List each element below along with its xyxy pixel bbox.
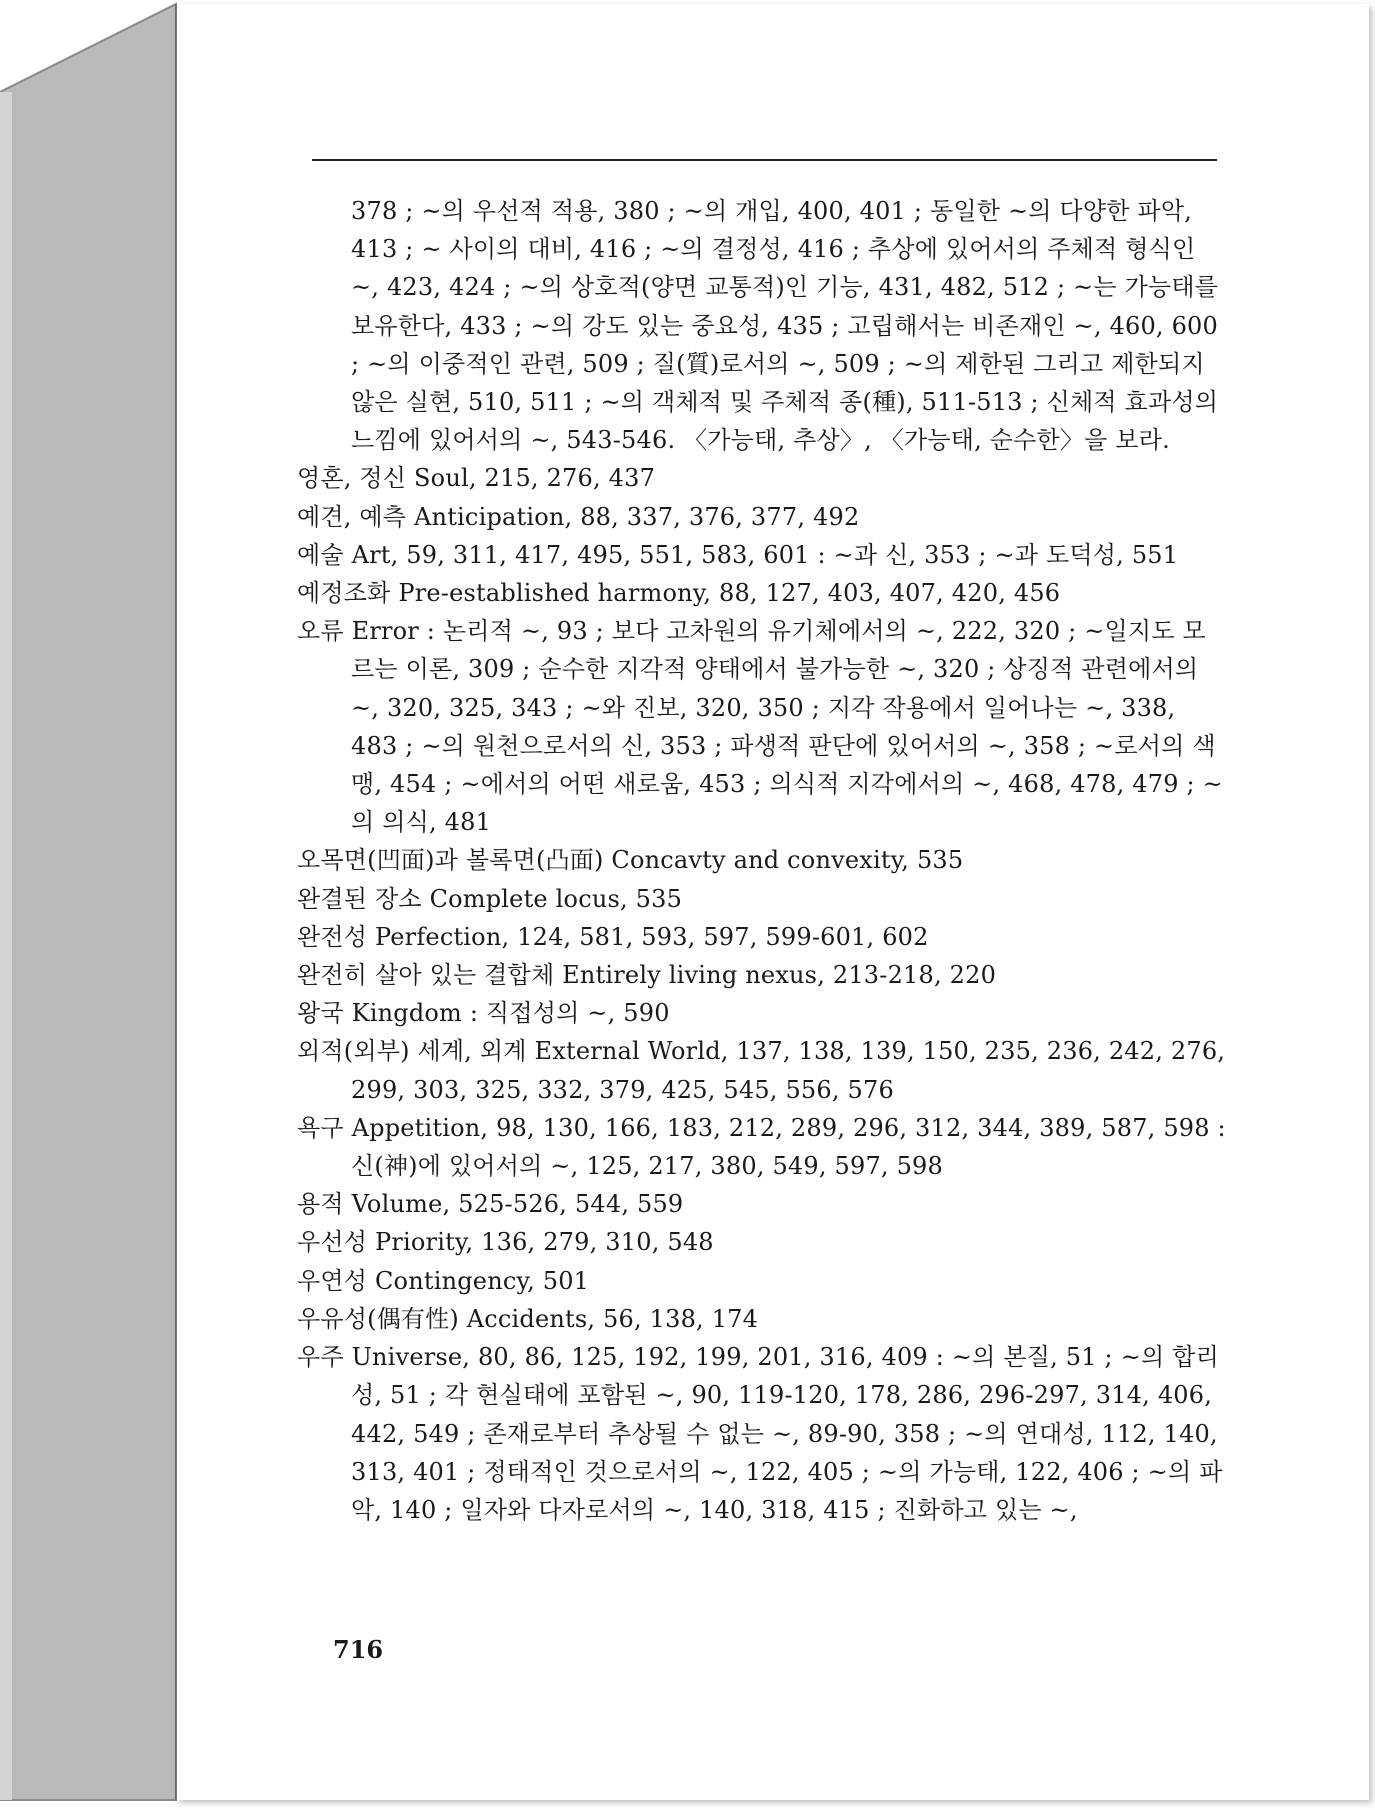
book-spine: [0, 0, 180, 1806]
index-entry: 예견, 예측 Anticipation, 88, 337, 376, 377, 492: [297, 502, 860, 531]
book-page: [176, 4, 1369, 1800]
index-entry: 우유성(偶有性) Accidents, 56, 138, 174: [297, 1304, 759, 1333]
index-entry: 우연성 Contingency, 501: [297, 1266, 590, 1295]
index-entry: 완결된 장소 Complete locus, 535: [297, 884, 683, 913]
index-entry-continued: 378 ; ~의 우선적 적용, 380 ; ~의 개입, 400, 401 ; 동일한 ~의 다양한 파악, 413 ; ~ 사이의 대비, 416 ; ~의 결정성, 416 ; 추상에 있어서의 주체적 형식인 ~, 423, 424 ; ~의 상호적(양면 교통적)인 기능, 431, 482, 512 ; ~는 가능태를 보유한다, 433 ; ~의 강도 있는 중요성, 435 ; 고립해서는 비존재인 ~, 460, 600 ; ~의 이중적인 관련, 509 ; 질(質)로서의 ~, 509 ; ~의 제한된 그리고 제한되지 않은 실현, 510, 511 ; ~의 객체적 및 주체적 종(種), 511-513 ; 신체적 효과성의 느낌에 있어서의 ~, 543-546. 〈가능태, 추상〉, 〈가능태, 순수한〉을 보라.: [351, 197, 1219, 455]
index-entry: 우주 Universe, 80, 86, 125, 192, 199, 201, 316, 409 : ~의 본질, 51 ; ~의 합리성, 51 ; 각 현실태에 포함된 ~, 90, 119-120, 178, 286, 296-297, 314, 406, 442, 549 ; 존재로부터 추상될 수 없는 ~, 89-90, 358 ; ~의 연대성, 112, 140, 313, 401 ; 정태적인 것으로서의 ~, 122, 405 ; ~의 가능태, 122, 406 ; ~의 파악, 140 ; 일자와 다자로서의 ~, 140, 318, 415 ; 진화하고 있는 ~,: [297, 1343, 1223, 1524]
index-entry: 오목면(凹面)과 볼록면(凸面) Concavty and convexity, 535: [297, 846, 964, 875]
index-entry: 용적 Volume, 525-526, 544, 559: [297, 1190, 684, 1219]
index-entry: 완전히 살아 있는 결합체 Entirely living nexus, 213-218, 220: [297, 961, 997, 990]
index-entry: 영혼, 정신 Soul, 215, 276, 437: [297, 464, 656, 493]
index-entry: 욕구 Appetition, 98, 130, 166, 183, 212, 289, 296, 312, 344, 389, 587, 598 : 신(神)에 있어서의 ~, 125, 217, 380, 549, 597, 598: [297, 1113, 1226, 1181]
page-number: 716: [333, 1635, 384, 1664]
index-entry: 예술 Art, 59, 311, 417, 495, 551, 583, 601 : ~과 신, 353 ; ~과 도덕성, 551: [297, 540, 1179, 569]
index-entry: 외적(외부) 세계, 외계 External World, 137, 138, 139, 150, 235, 236, 242, 276, 299, 303, 325, 332, 379, 425, 545, 556, 576: [297, 1037, 1226, 1104]
index-entry: 왕국 Kingdom : 직접성의 ~, 590: [297, 999, 670, 1028]
index-entry: 우선성 Priority, 136, 279, 310, 548: [297, 1228, 714, 1257]
index-entry: 오류 Error : 논리적 ~, 93 ; 보다 고차원의 유기체에서의 ~, 222, 320 ; ~일지도 모르는 이론, 309 ; 순수한 지각적 양태에서 불가능한 ~, 320 ; 상징적 관련에서의 ~, 320, 325, 343 ; ~와 진보, 320, 350 ; 지각 작용에서 일어나는 ~, 338, 483 ; ~의 원천으로서의 신, 353 ; 파생적 판단에 있어서의 ~, 358 ; ~로서의 색맹, 454 ; ~에서의 어떤 새로움, 453 ; 의식적 지각에서의 ~, 468, 478, 479 ; ~의 의식, 481: [297, 617, 1223, 837]
index-entry: 예정조화 Pre-established harmony, 88, 127, 403, 407, 420, 456: [297, 579, 1061, 608]
index-entry: 완전성 Perfection, 124, 581, 593, 597, 599-601, 602: [297, 922, 929, 951]
book-spine-graphic: [0, 0, 180, 1806]
index-entries: [297, 192, 1227, 1529]
header-rule: [312, 159, 1217, 161]
